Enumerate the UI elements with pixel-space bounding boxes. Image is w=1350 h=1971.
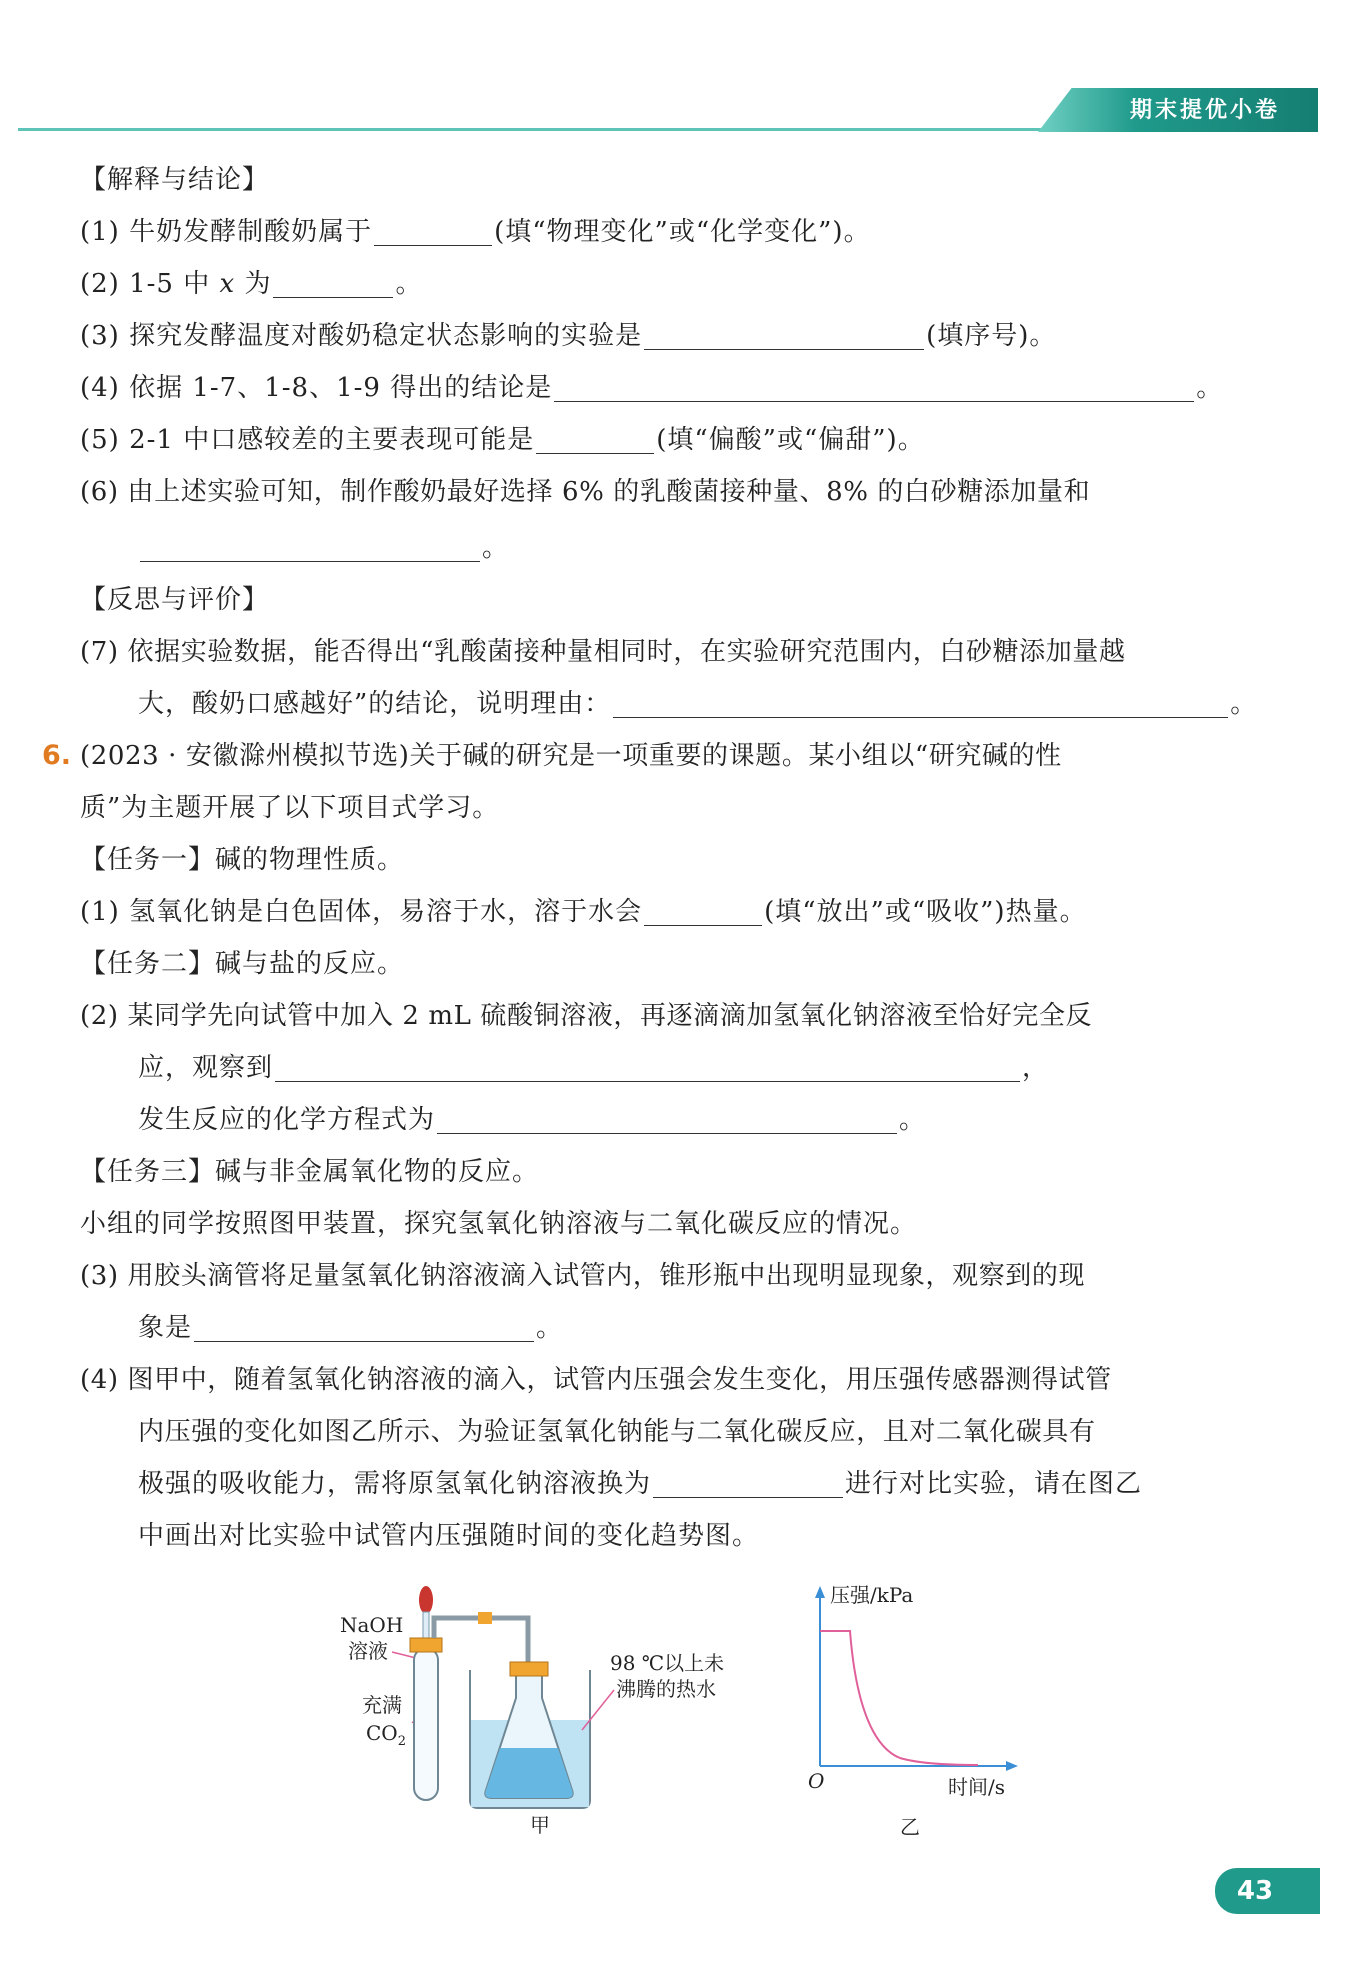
q3-hint: (填序号)。 [926, 321, 1057, 351]
answer-blank-p6-q3[interactable] [194, 1314, 534, 1342]
answer-blank-p6-q4[interactable] [653, 1470, 843, 1498]
tube-clamp [478, 1612, 492, 1624]
p6-question-4-line2: 内压强的变化如图乙所示、为验证氢氧化钠能与二氧化碳反应，且对二氧化碳具有 [138, 1417, 1096, 1447]
answer-blank-p6-q2-observe[interactable] [275, 1054, 1020, 1082]
question-3 [80, 316, 1056, 356]
test-tube-stopper [410, 1638, 442, 1652]
figure-pressure-graph [800, 1576, 1050, 1842]
p6-q2-text: 应，观察到 [138, 1053, 274, 1083]
p6-q4-text: 极强的吸收能力，需将原氢氧化钠溶液换为 [138, 1469, 652, 1499]
question-7: (7) 依据实验数据，能否得出“乳酸菌接种量相同时，在实验研究范围内，白砂糖添加量越 [80, 637, 1126, 667]
q2-text: (2) 1-5 中 [80, 269, 211, 299]
label-naoh-solution: 溶液 [348, 1639, 388, 1663]
p6-q2-eq-text: 发生反应的化学方程式为 [138, 1105, 436, 1135]
q1-text: (1) 牛奶发酵制酸奶属于 [80, 217, 373, 247]
label-naoh: NaOH [340, 1613, 404, 1637]
problem-6-line2: 质”为主题开展了以下项目式学习。 [80, 793, 500, 823]
p6-q3-end: 。 [536, 1313, 564, 1343]
task-3-intro: 小组的同学按照图甲装置，探究氢氧化钠溶液与二氧化碳反应的情况。 [80, 1209, 918, 1239]
answer-blank-q5[interactable] [536, 426, 654, 454]
answer-blank-q3[interactable] [644, 322, 924, 350]
leader-line-water [582, 1690, 614, 1730]
p6-question-4-line4: 中画出对比实验中试管内压强随时间的变化趋势图。 [138, 1521, 760, 1551]
y-axis-arrow [815, 1586, 825, 1598]
task-2: 【任务二】碱与盐的反应。 [80, 949, 405, 979]
question-4 [80, 368, 1223, 408]
p6-question-1 [80, 892, 1087, 932]
graph-xlabel: 时间/s [948, 1775, 1006, 1799]
task-1: 【任务一】碱的物理性质。 [80, 845, 405, 875]
x-axis-arrow [1006, 1761, 1018, 1771]
task-3: 【任务三】碱与非金属氧化物的反应。 [80, 1157, 540, 1187]
heading-explain: 【解释与结论】 [80, 165, 270, 195]
q5-hint: (填“偏酸”或“偏甜”)。 [656, 425, 925, 455]
q7-end: 。 [1230, 689, 1258, 719]
answer-blank-p6-q2-equation[interactable] [437, 1106, 897, 1134]
q2-text-b: 为 [244, 269, 272, 299]
q3-text: (3) 探究发酵温度对酸奶稳定状态影响的实验是 [80, 321, 643, 351]
p6-question-4: (4) 图甲中，随着氢氧化钠溶液的滴入，试管内压强会发生变化，用压强传感器测得试管 [80, 1365, 1112, 1395]
answer-blank-q4[interactable] [554, 374, 1194, 402]
leader-line-naoh [392, 1652, 416, 1658]
q4-end: 。 [1196, 373, 1224, 403]
flask-stopper [510, 1662, 548, 1676]
test-tube [414, 1648, 438, 1800]
question-6: (6) 由上述实验可知，制作酸奶最好选择 6% 的乳酸菌接种量、8% 的白砂糖添加量和 [80, 477, 1091, 507]
answer-blank-q1[interactable] [374, 218, 492, 246]
p6-question-3-cont [138, 1308, 563, 1348]
header-title: 期末提优小卷 [1129, 98, 1280, 123]
caption-yi: 乙 [900, 1815, 920, 1839]
p6-q2-end: 。 [899, 1105, 927, 1135]
answer-blank-q2[interactable] [273, 270, 393, 298]
answer-blank-p6-q1[interactable] [644, 898, 762, 926]
q2-end: 。 [395, 269, 423, 299]
label-co2-full: 充满 [362, 1693, 402, 1717]
question-7-cont [138, 684, 1257, 724]
question-1 [80, 212, 871, 252]
pressure-curve [820, 1631, 978, 1765]
dropper-bulb [419, 1586, 433, 1614]
p6-question-4-line3 [138, 1464, 1142, 1504]
figure-apparatus [320, 1580, 780, 1840]
question-2 [80, 264, 422, 304]
answer-blank-q6[interactable] [140, 534, 480, 562]
graph-ylabel: 压强/kPa [830, 1583, 914, 1607]
caption-jia: 甲 [530, 1813, 550, 1837]
page-number: 43 [1236, 1876, 1274, 1906]
p6-question-3: (3) 用胶头滴管将足量氢氧化钠溶液滴入试管内，锥形瓶中出现明显现象，观察到的现 [80, 1261, 1086, 1291]
question-5 [80, 420, 925, 460]
label-hot-water: 98 ℃以上未 [610, 1651, 725, 1675]
question-6-cont [138, 528, 509, 568]
problem-number: 6. [42, 740, 72, 771]
label-hot-water-2: 沸腾的热水 [616, 1677, 716, 1701]
q7-text: 大，酸奶口感越好”的结论，说明理由： [138, 689, 612, 719]
q6-end: 。 [482, 533, 510, 563]
flask-liquid [485, 1748, 573, 1798]
q5-text: (5) 2-1 中口感较差的主要表现可能是 [80, 425, 535, 455]
label-co2: $CO_2$ [366, 1721, 406, 1749]
p6-question-2-cont [138, 1048, 1049, 1088]
q1-hint: (填“物理变化”或“化学变化”)。 [494, 217, 871, 247]
graph-origin: O [808, 1769, 825, 1793]
problem-6-line1: (2023 · 安徽滁州模拟节选)关于碱的研究是一项重要的课题。某小组以“研究碱的性 [80, 741, 1062, 771]
q2-variable: x [219, 269, 236, 299]
p6-question-2-eq [138, 1100, 926, 1140]
p6-q1-text: (1) 氢氧化钠是白色固体，易溶于水，溶于水会 [80, 897, 643, 927]
p6-q1-hint: (填“放出”或“吸收”)热量。 [764, 897, 1087, 927]
p6-q3-text: 象是 [138, 1313, 193, 1343]
p6-q4-text-b: 进行对比实验，请在图乙 [845, 1469, 1143, 1499]
answer-blank-q7[interactable] [613, 690, 1228, 718]
p6-q2-comma: ， [1022, 1053, 1050, 1083]
p6-question-2: (2) 某同学先向试管中加入 2 mL 硫酸铜溶液，再逐滴滴加氢氧化钠溶液至恰好完全反 [80, 1001, 1093, 1031]
q4-text: (4) 依据 1-7、1-8、1-9 得出的结论是 [80, 373, 553, 403]
heading-reflect: 【反思与评价】 [80, 585, 270, 615]
header-rule [18, 128, 1043, 131]
